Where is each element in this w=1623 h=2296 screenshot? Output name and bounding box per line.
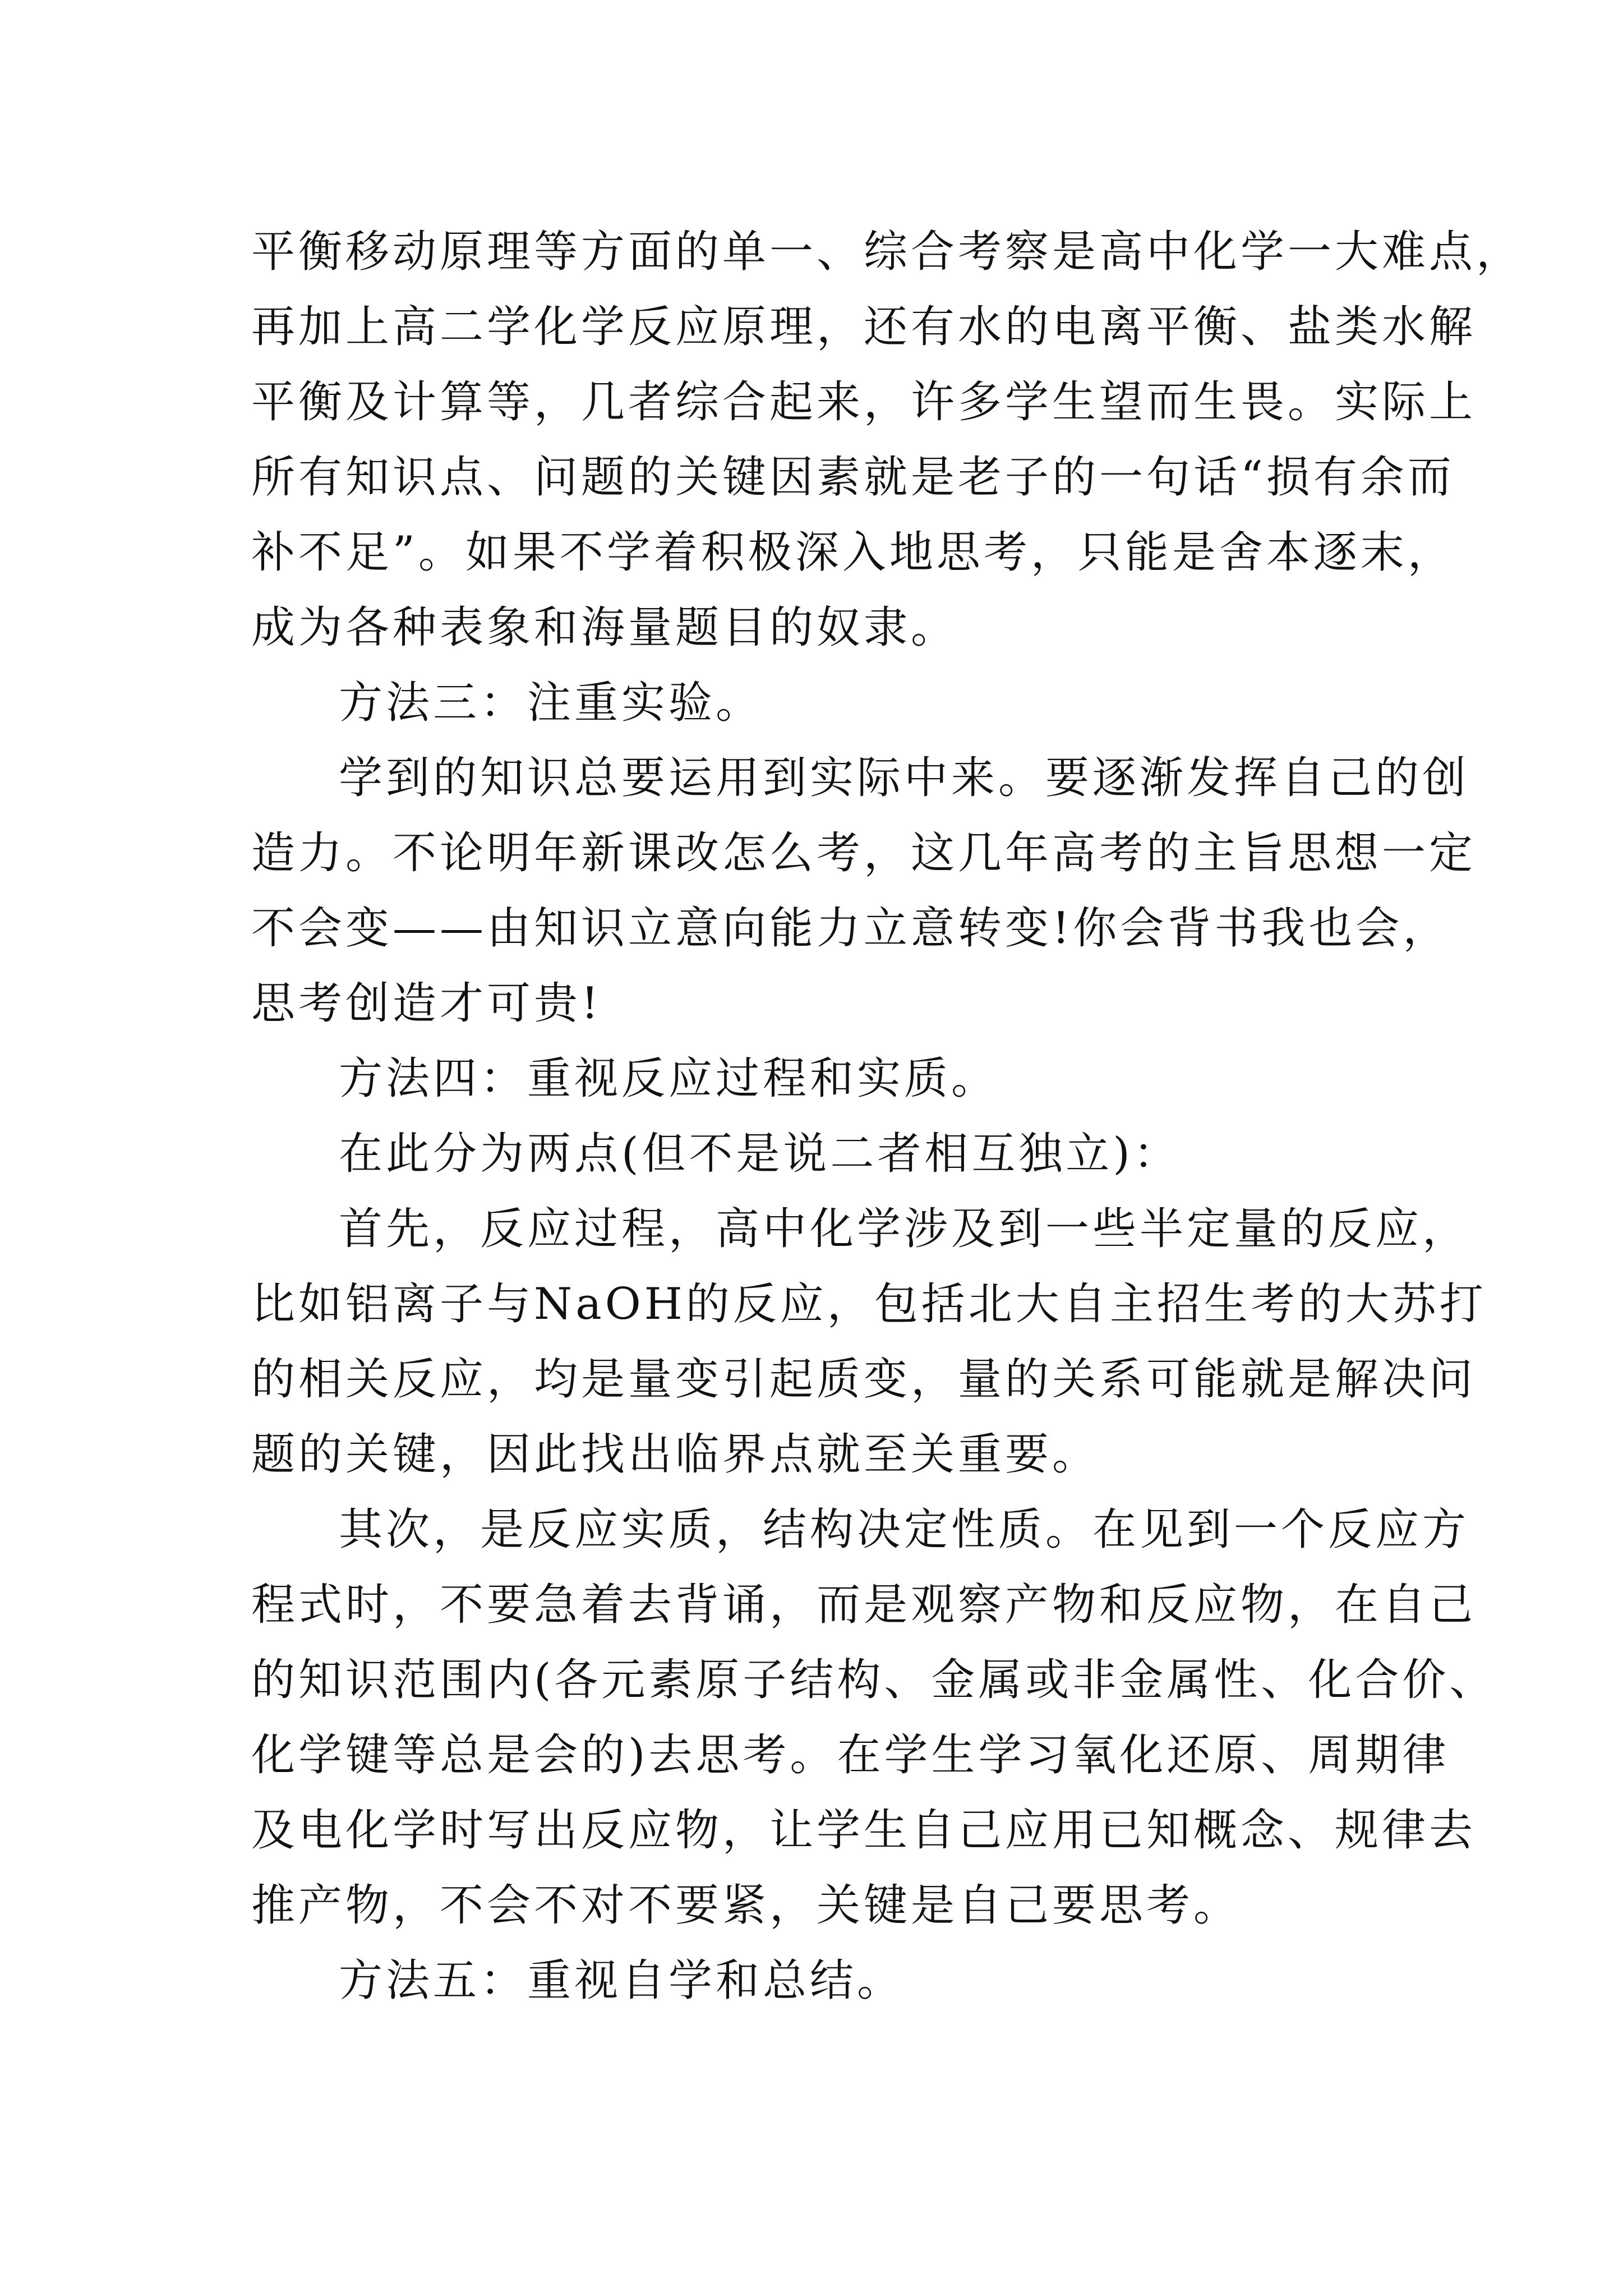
text-line: 成为各种表象和海量题目的奴隶。 xyxy=(251,602,958,653)
text-line: 及电化学时写出反应物，让学生自己应用已知概念、规律去 xyxy=(251,1805,1477,1856)
section-heading: 方法三：注重实验。 xyxy=(339,678,763,728)
text-line: 学到的知识总要运用到实际中来。要逐渐发挥自己的创 xyxy=(339,753,1470,803)
text-line: 造力。不论明年新课改怎么考，这几年高考的主旨思想一定 xyxy=(251,828,1477,878)
text-line: 推产物，不会不对不要紧，关键是自己要思考。 xyxy=(251,1880,1241,1931)
text-line: 其次，是反应实质，结构决定性质。在见到一个反应方 xyxy=(339,1504,1470,1555)
text-line: 比如铝离子与NaOH的反应，包括北大自主招生考的大苏打 xyxy=(251,1279,1487,1329)
text-line: 程式时，不要急着去背诵，而是观察产物和反应物，在自己 xyxy=(251,1580,1477,1630)
text-line: 平衡及计算等，几者综合起来，许多学生望而生畏。实际上 xyxy=(251,377,1477,427)
text-line: 不会变——由知识立意向能力立意转变!你会背书我也会， xyxy=(251,903,1450,954)
section-heading: 方法五：重视自学和总结。 xyxy=(339,1955,905,2006)
text-line: 化学键等总是会的)去思考。在学生学习氧化还原、周期律 xyxy=(251,1730,1450,1780)
text-line: 补不足”。如果不学着积极深入地思考，只能是舍本逐末， xyxy=(251,527,1455,578)
section-heading: 方法四：重视反应过程和实质。 xyxy=(339,1053,999,1104)
text-line: 首先，反应过程，高中化学涉及到一些半定量的反应， xyxy=(339,1204,1470,1254)
text-line: 思考创造才可贵! xyxy=(251,978,602,1029)
text-line: 的知识范围内(各元素原子结构、金属或非金属性、化合价、 xyxy=(251,1655,1497,1705)
text-line: 所有知识点、问题的关键因素就是老子的一句话“损有余而 xyxy=(251,452,1455,503)
text-line: 平衡移动原理等方面的单一、综合考察是高中化学一大难点， xyxy=(251,227,1524,277)
text-line: 题的关键，因此找出临界点就至关重要。 xyxy=(251,1429,1100,1480)
text-line: 在此分为两点(但不是说二者相互独立)： xyxy=(339,1129,1181,1179)
body-text xyxy=(251,214,1524,2018)
text-line: 再加上高二学化学反应原理，还有水的电离平衡、盐类水解 xyxy=(251,302,1477,352)
text-line: 的相关反应，均是量变引起质变，量的关系可能就是解决问 xyxy=(251,1354,1477,1405)
